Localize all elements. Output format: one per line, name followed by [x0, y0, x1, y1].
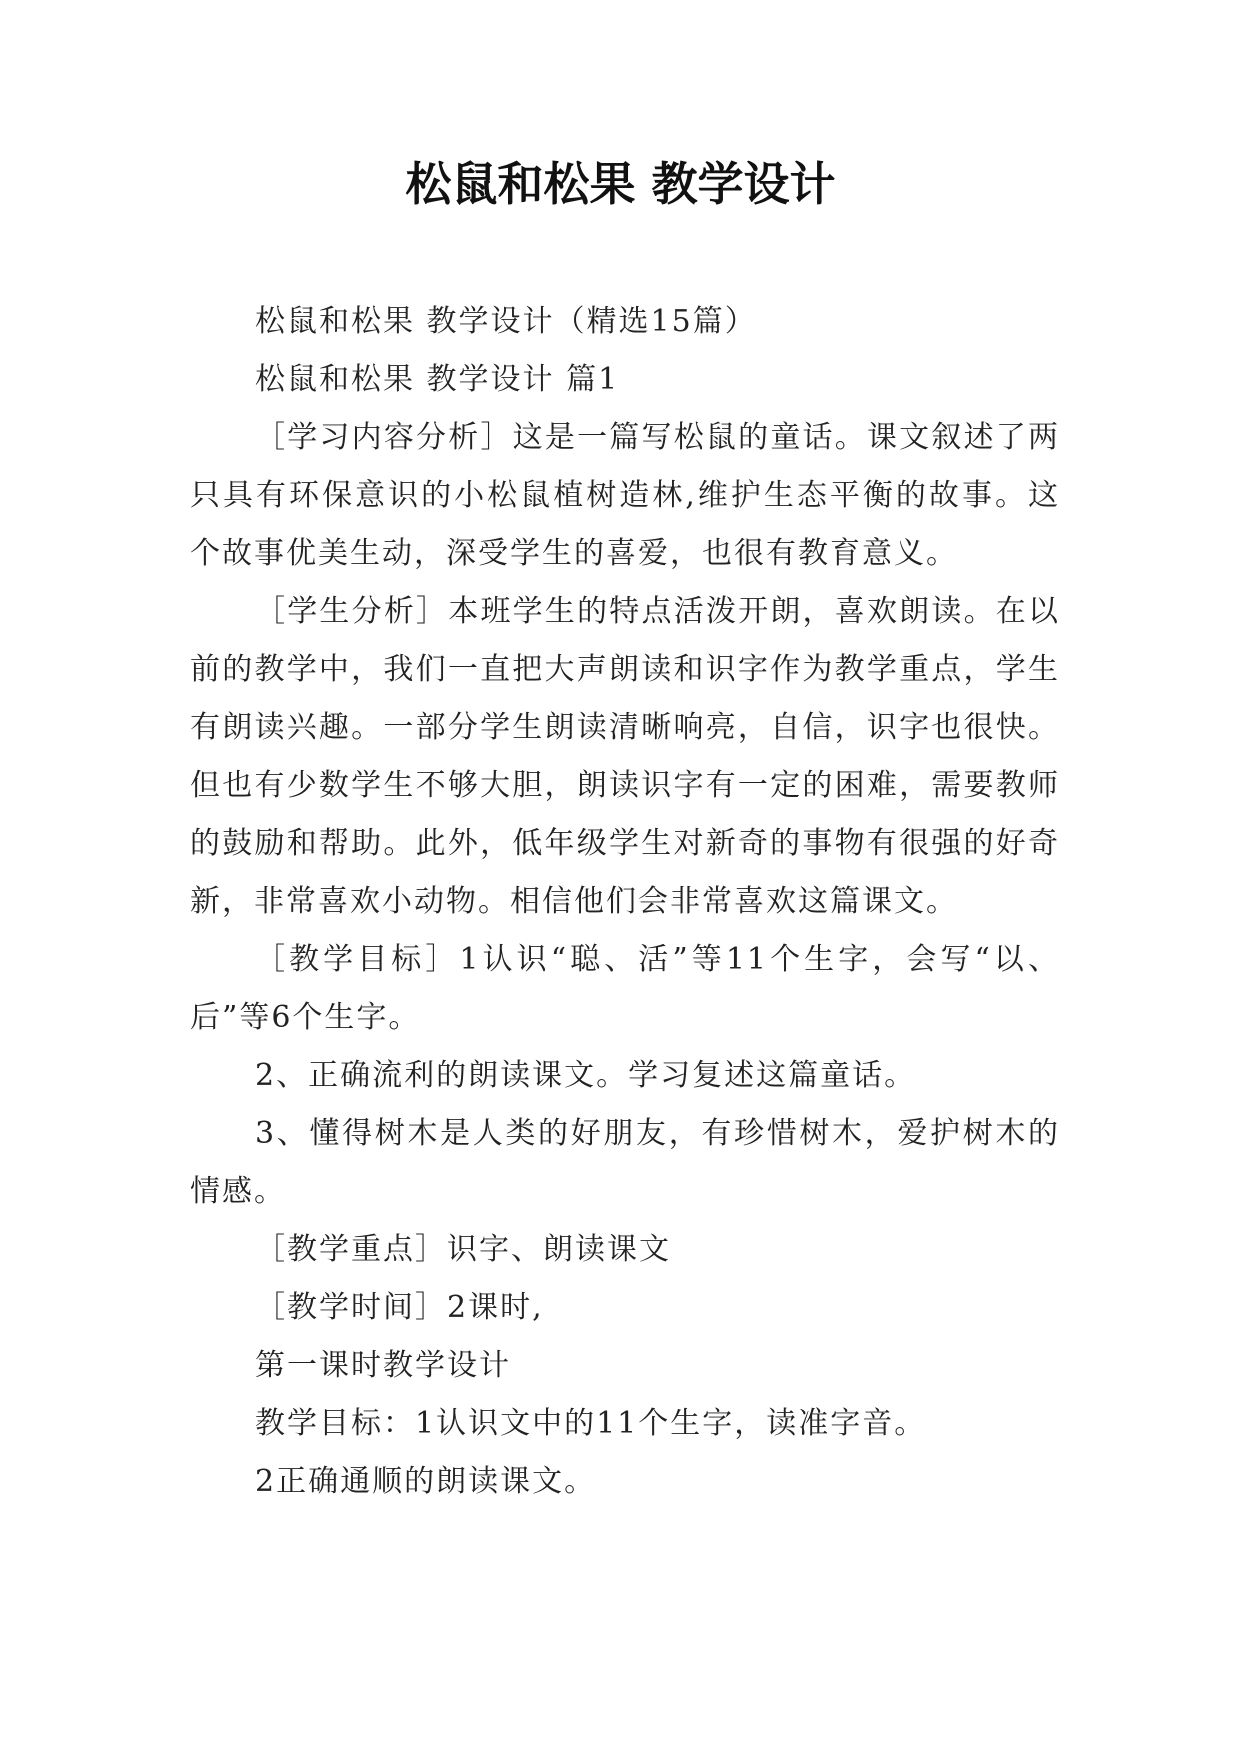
paragraph-teaching-goal-3: 3、懂得树木是人类的好朋友，有珍惜树木，爱护树木的情感。 [190, 1116, 1060, 1209]
paragraph-section-heading: 松鼠和松果 教学设计 篇1 [255, 362, 620, 397]
paragraph-content-analysis: ［学习内容分析］这是一篇写松鼠的童话。课文叙述了两只具有环保意识的小松鼠植树造林,维护生态平衡的故事。这个故事优美生动，深受学生的喜爱，也很有教育意义。 [190, 420, 1060, 571]
paragraph-teaching-goal-2: 2、正确流利的朗读课文。学习复述这篇童话。 [255, 1058, 917, 1093]
document-body [190, 293, 1060, 1511]
paragraph-lesson-goal-2: 2正确通顺的朗读课文。 [255, 1464, 597, 1499]
document-title: 松鼠和松果 教学设计 [405, 157, 836, 211]
paragraph-student-analysis: ［学生分析］本班学生的特点活泼开朗，喜欢朗读。在以前的教学中，我们一直把大声朗读和识字作为教学重点，学生有朗读兴趣。一部分学生朗读清晰响亮，自信，识字也很快。但也有少数学生不够大胆，朗读识字有一定的困难，需要教师的鼓励和帮助。此外，低年级学生对新奇的事物有很强的好奇新，非常喜欢小动物。相信他们会非常喜欢这篇课文。 [190, 594, 1060, 919]
paragraph-teaching-time: ［教学时间］2课时, [255, 1290, 544, 1325]
paragraph-subtitle: 松鼠和松果 教学设计（精选15篇） [255, 304, 757, 339]
paragraph-teaching-focus: ［教学重点］识字、朗读课文 [255, 1232, 671, 1267]
paragraph-lesson-goal-1: 教学目标：1认识文中的11个生字，读准字音。 [255, 1406, 927, 1441]
paragraph-teaching-goal-1: ［教学目标］1认识“聪、活”等11个生字，会写“以、后”等6个生字。 [190, 942, 1060, 1035]
paragraph-first-lesson-heading: 第一课时教学设计 [255, 1348, 511, 1383]
